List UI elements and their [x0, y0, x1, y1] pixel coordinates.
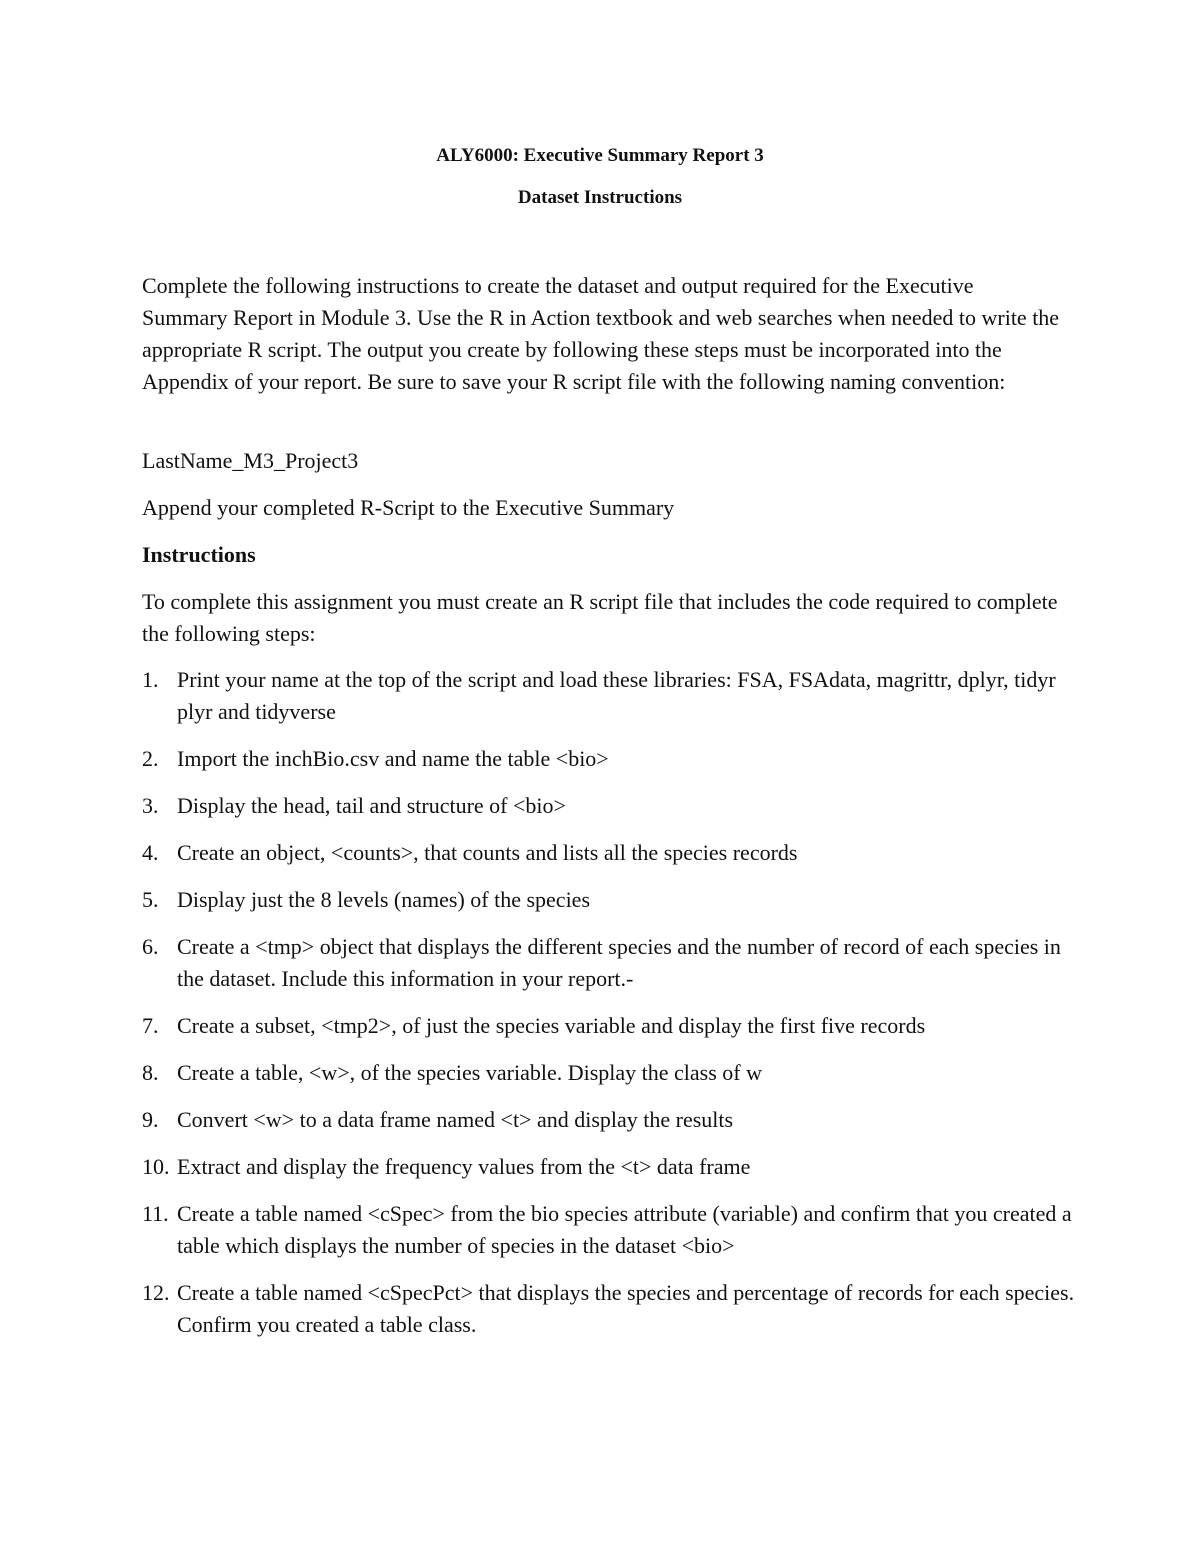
step-item [142, 664, 1082, 728]
step-text: Display the head, tail and structure of <bio> [177, 793, 566, 818]
step-item [142, 1151, 1082, 1183]
step-number: 8. [142, 1060, 159, 1085]
steps-list [142, 664, 1082, 1356]
step-text: Create a subset, <tmp2>, of just the species variable and display the first five records [177, 1013, 926, 1038]
step-item [142, 1104, 1082, 1136]
step-text: Display just the 8 levels (names) of the species [177, 887, 591, 912]
step-text: Print your name at the top of the script and load these libraries: FSA, FSAdata, magrittr, dplyr, tidyr plyr and tidyverse [177, 667, 1056, 724]
step-text: Create a table named <cSpec> from the bio species attribute (variable) and confirm that you created a table which displays the number of species in the dataset <bio> [177, 1201, 1072, 1258]
step-item [142, 743, 1082, 775]
document-title: ALY6000: Executive Summary Report 3 [436, 145, 764, 166]
step-item [142, 884, 1082, 916]
step-number: 1. [142, 667, 159, 692]
step-item [142, 790, 1082, 822]
step-number: 9. [142, 1107, 159, 1132]
step-item [142, 837, 1082, 869]
intro-paragraph: Complete the following instructions to create the dataset and output required for the Executive Summary Report in Module 3. Use the R in Action textbook and web searches when needed to write the appropriate R script. The output you create by following these steps must be incorporated into the Appendix of your report. Be sure to save your R script file with the following naming convention: [142, 273, 1060, 394]
step-item [142, 1277, 1082, 1341]
step-number: 10. [142, 1154, 170, 1179]
instructions-heading: Instructions [142, 542, 256, 567]
step-number: 5. [142, 887, 159, 912]
step-number: 4. [142, 840, 159, 865]
step-item [142, 1010, 1082, 1042]
instructions-intro: To complete this assignment you must create an R script file that includes the code required to complete the following steps: [142, 589, 1058, 646]
step-item [142, 1198, 1082, 1262]
step-text: Extract and display the frequency values from the <t> data frame [177, 1154, 751, 1179]
step-text: Convert <w> to a data frame named <t> and display the results [177, 1107, 734, 1132]
step-text: Create a table named <cSpecPct> that displays the species and percentage of records for each species. Confirm you created a table class. [177, 1280, 1075, 1337]
step-item [142, 931, 1082, 995]
document-subtitle: Dataset Instructions [517, 187, 683, 208]
step-text: Import the inchBio.csv and name the table <bio> [177, 746, 609, 771]
step-number: 11. [142, 1201, 169, 1226]
step-text: Create a table, <w>, of the species variable. Display the class of w [177, 1060, 762, 1085]
step-number: 3. [142, 793, 159, 818]
step-number: 2. [142, 746, 159, 771]
step-number: 7. [142, 1013, 159, 1038]
naming-convention: LastName_M3_Project3 [142, 448, 359, 473]
step-number: 6. [142, 934, 159, 959]
step-text: Create an object, <counts>, that counts and lists all the species records [177, 840, 798, 865]
step-item [142, 1057, 1082, 1089]
step-number: 12. [142, 1280, 170, 1305]
append-note: Append your completed R-Script to the Executive Summary [142, 495, 675, 520]
step-text: Create a <tmp> object that displays the different species and the number of record of each species in the dataset. Include this information in your report.- [177, 934, 1061, 991]
